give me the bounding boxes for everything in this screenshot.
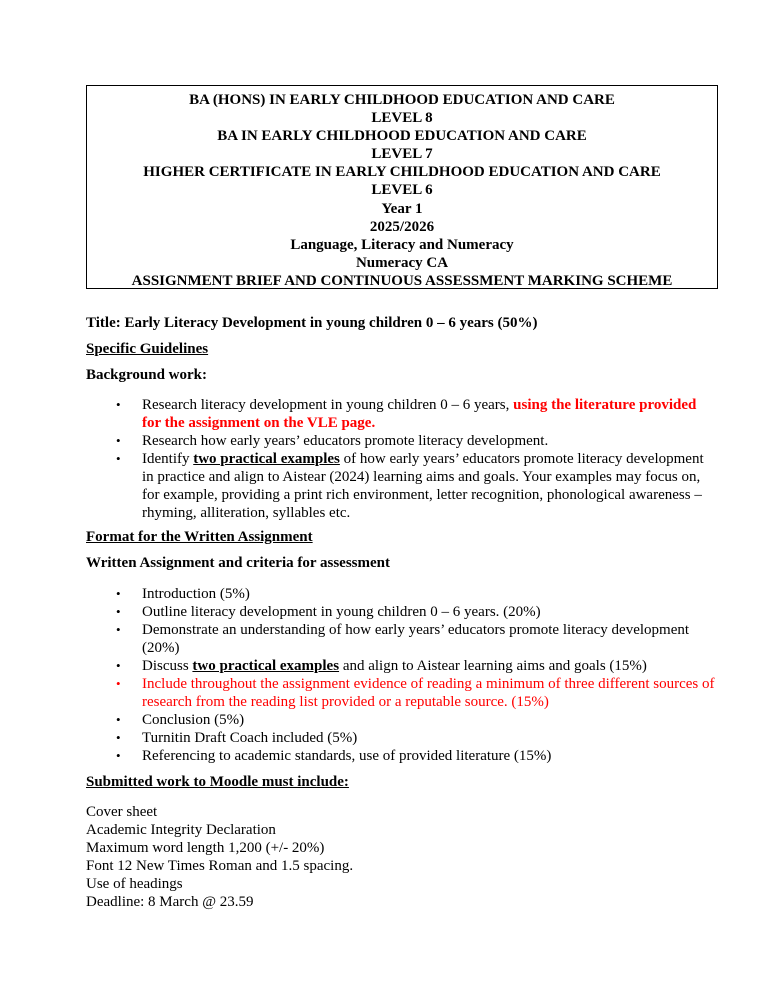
assignment-title: Title: Early Literacy Development in young children 0 – 6 years (50%) xyxy=(86,315,538,331)
list-item: • Include throughout the assignment evidence of reading a minimum of three different sources of research from the reading list provided or a reputable source. (15%) xyxy=(86,675,716,711)
header-line: Year 1 xyxy=(381,200,423,217)
list-item xyxy=(86,396,716,432)
criteria-list xyxy=(86,585,716,765)
submission-item: Academic Integrity Declaration xyxy=(86,822,276,838)
list-item xyxy=(86,657,716,675)
specific-guidelines-heading: Specific Guidelines xyxy=(86,341,209,357)
background-list xyxy=(86,396,716,522)
emphasis-text: two practical examples xyxy=(192,658,340,674)
list-item: • Research how early years’ educators promote literacy development. xyxy=(86,432,716,450)
item-text: Research literacy development in young children 0 – 6 years, xyxy=(142,397,514,413)
header-line: BA IN EARLY CHILDHOOD EDUCATION AND CARE xyxy=(217,128,587,145)
vle-literature-note: using the literature provided for the assignment on the VLE page. xyxy=(142,397,697,431)
background-work-heading: Background work: xyxy=(86,367,207,383)
header-line: LEVEL 6 xyxy=(371,182,433,199)
header-line: BA (HONS) IN EARLY CHILDHOOD EDUCATION AND CARE xyxy=(189,92,615,108)
list-item: • Conclusion (5%) xyxy=(86,711,716,729)
submission-item: Cover sheet xyxy=(86,804,158,820)
header-line: LEVEL 8 xyxy=(371,110,433,127)
submission-item: Font 12 New Times Roman and 1.5 spacing. xyxy=(86,858,354,874)
criteria-subheading: Written Assignment and criteria for assessment xyxy=(86,555,390,571)
submission-list xyxy=(86,803,716,911)
header-line: LEVEL 7 xyxy=(371,146,433,163)
item-text: Identify xyxy=(142,451,194,467)
list-item: • Turnitin Draft Coach included (5%) xyxy=(86,729,716,747)
emphasis-text: two practical examples xyxy=(193,451,340,467)
list-item: • Demonstrate an understanding of how early years’ educators promote literacy development (20%) xyxy=(86,621,716,657)
item-text: Discuss xyxy=(142,658,193,674)
list-item: • Referencing to academic standards, use of provided literature (15%) xyxy=(86,747,716,765)
format-heading: Format for the Written Assignment xyxy=(86,529,313,545)
header-box xyxy=(86,85,718,289)
header-line: ASSIGNMENT BRIEF AND CONTINUOUS ASSESSMENT MARKING SCHEME xyxy=(131,272,673,289)
submission-item: Maximum word length 1,200 (+/- 20%) xyxy=(86,840,325,856)
submission-item: Deadline: 8 March @ 23.59 xyxy=(86,894,254,910)
header-line: Language, Literacy and Numeracy xyxy=(290,236,514,253)
item-text: of how early years’ educators promote literacy development in practice and align to Aistear (2024) learning aims and goals. Your examples may focus on, for example, providing a print rich environment, letter recognition, phonological awareness – rhyming, alliteration, syllables etc. xyxy=(142,451,704,521)
submission-item: Use of headings xyxy=(86,876,183,892)
header-line: 2025/2026 xyxy=(369,218,435,235)
header-line: HIGHER CERTIFICATE IN EARLY CHILDHOOD EDUCATION AND CARE xyxy=(143,164,661,181)
list-item: • Outline literacy development in young children 0 – 6 years. (20%) xyxy=(86,603,716,621)
document-body xyxy=(86,314,716,911)
header-line: Numeracy CA xyxy=(355,254,449,271)
submission-heading: Submitted work to Moodle must include: xyxy=(86,774,349,790)
list-item xyxy=(86,450,716,522)
item-text: and align to Aistear learning aims and goals (15%) xyxy=(339,658,647,674)
list-item: • Introduction (5%) xyxy=(86,585,716,603)
